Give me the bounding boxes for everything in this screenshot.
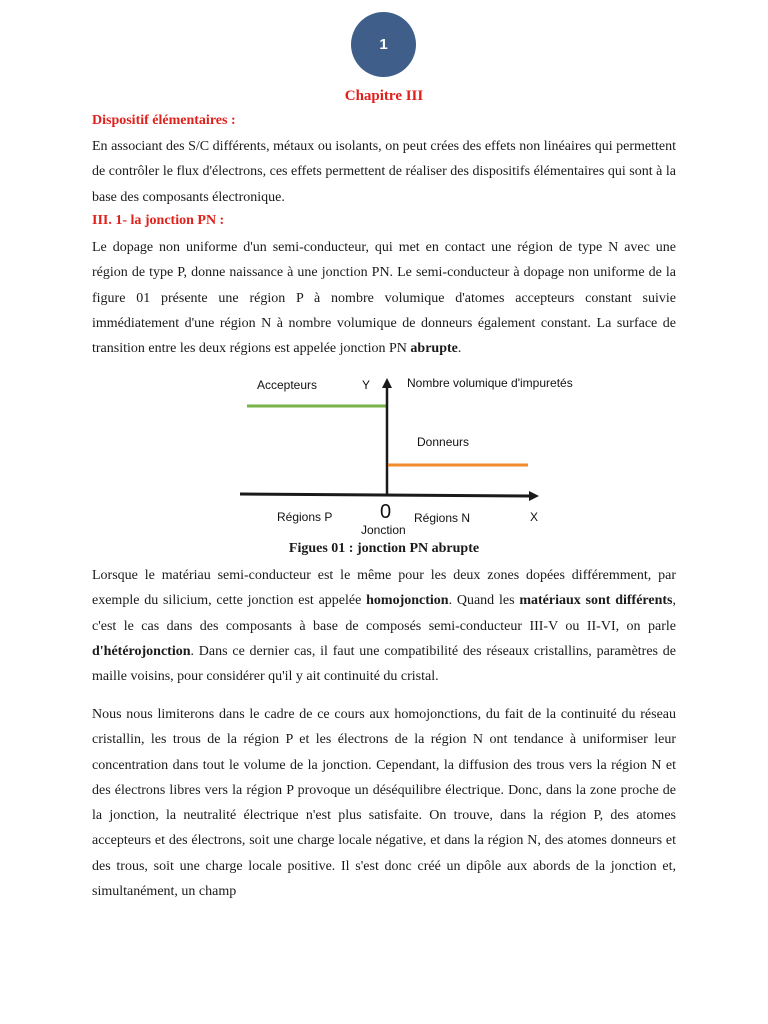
homojonction-bold: homojonction: [366, 593, 449, 609]
paragraph-homojonction-text-4: . Dans ce dernier cas, il faut une compatibilité des réseaux cristallins, paramètres de maille voisins, pour considérer qu'il y ait continuité du cristal.: [92, 643, 676, 685]
pn-junction-figure: [236, 370, 573, 538]
paragraph-dopage-text: Le dopage non uniforme d'un semi-conducteur, qui met en contact une région de type N avec une région de type P, donne naissance à une jonction PN. Le semi-conducteur à dopage non uniforme de la figure 01 présente une région P à nombre volumique d'atomes accepteurs constant suivie immédiatement d'une région N à nombre volumique de donneurs également constant. La surface de transition entre les deux régions est appelée jonction PN: [92, 240, 676, 357]
paragraph-intro: En associant des S/C différents, métaux ou isolants, on peut crées des effets non linéaires qui permettent de contrôler le flux d'électrons, ces effets permettent de réaliser des dispositifs élémentaires qui sont à la base des composants électronique.: [92, 139, 676, 205]
origin-zero-label: 0: [380, 501, 392, 523]
chapter-title: Chapitre III: [344, 88, 424, 104]
nombre-volumique-label: Nombre volumique d'impuretés: [407, 376, 573, 390]
paragraph-homojonction: [92, 563, 676, 689]
donneurs-label: Donneurs: [417, 435, 470, 449]
section-heading-dispositif: Dispositif élémentaires :: [92, 113, 236, 128]
materiaux-differents-bold: matériaux sont différents: [519, 593, 673, 609]
regions-n-label: Régions N: [414, 511, 471, 525]
y-axis-label: Y: [362, 378, 371, 392]
paragraph-homojonction-text-2: . Quand les: [448, 593, 520, 609]
paragraph-dopage-end: .: [457, 341, 462, 357]
abrupte-bold: abrupte: [410, 341, 458, 357]
paragraph-diffusion: Nous nous limiterons dans le cadre de ce cours aux homojonctions, du fait de la continuité du réseau cristallin, les trous de la région P et les électrons de la région N ont tendance à uniformiser leur concentration dans tout le volume de la jonction. Cependant, la diffusion des trous vers la région N et des électrons libres vers la région P provoque un déséquilibre électrique. Donc, dans la zone proche de la jonction, la neutralité électrique n'est plus satisfaite. On trouve, dans la région P, des atomes accepteurs et des électrons, soit une charge locale négative, et dans la région N, des atomes donneurs et des trous, soit une charge locale positive. Il s'est donc créé un dipôle aux abords de la jonction et, simultanément, un champ: [92, 707, 676, 900]
paragraph-dopage: [92, 235, 676, 361]
x-axis-arrow-icon: [529, 491, 539, 501]
x-axis-label: X: [530, 510, 539, 524]
y-axis-arrow-icon: [382, 378, 392, 388]
x-axis-line: [240, 494, 532, 496]
jonction-label: Jonction: [361, 523, 406, 537]
heterojonction-bold: d'hétérojonction: [92, 643, 191, 659]
accepteurs-label: Accepteurs: [257, 378, 318, 392]
page-number-badge: 1: [351, 12, 416, 77]
paragraph-homojonction-text-3: , c'est le cas dans des composants à base de composés semi-conducteur III-V ou II-VI, on parle: [92, 593, 676, 634]
regions-p-label: Régions P: [277, 510, 333, 524]
paragraph-homojonction-text-1: Lorsque le matériau semi-conducteur est le même pour les deux zones dopées différemment, par exemple du silicium, cette jonction est appelée: [92, 568, 676, 609]
section-heading-jonction-pn: III. 1- la jonction PN :: [92, 213, 225, 228]
figure-caption: Figues 01 : jonction PN abrupte: [288, 541, 480, 556]
